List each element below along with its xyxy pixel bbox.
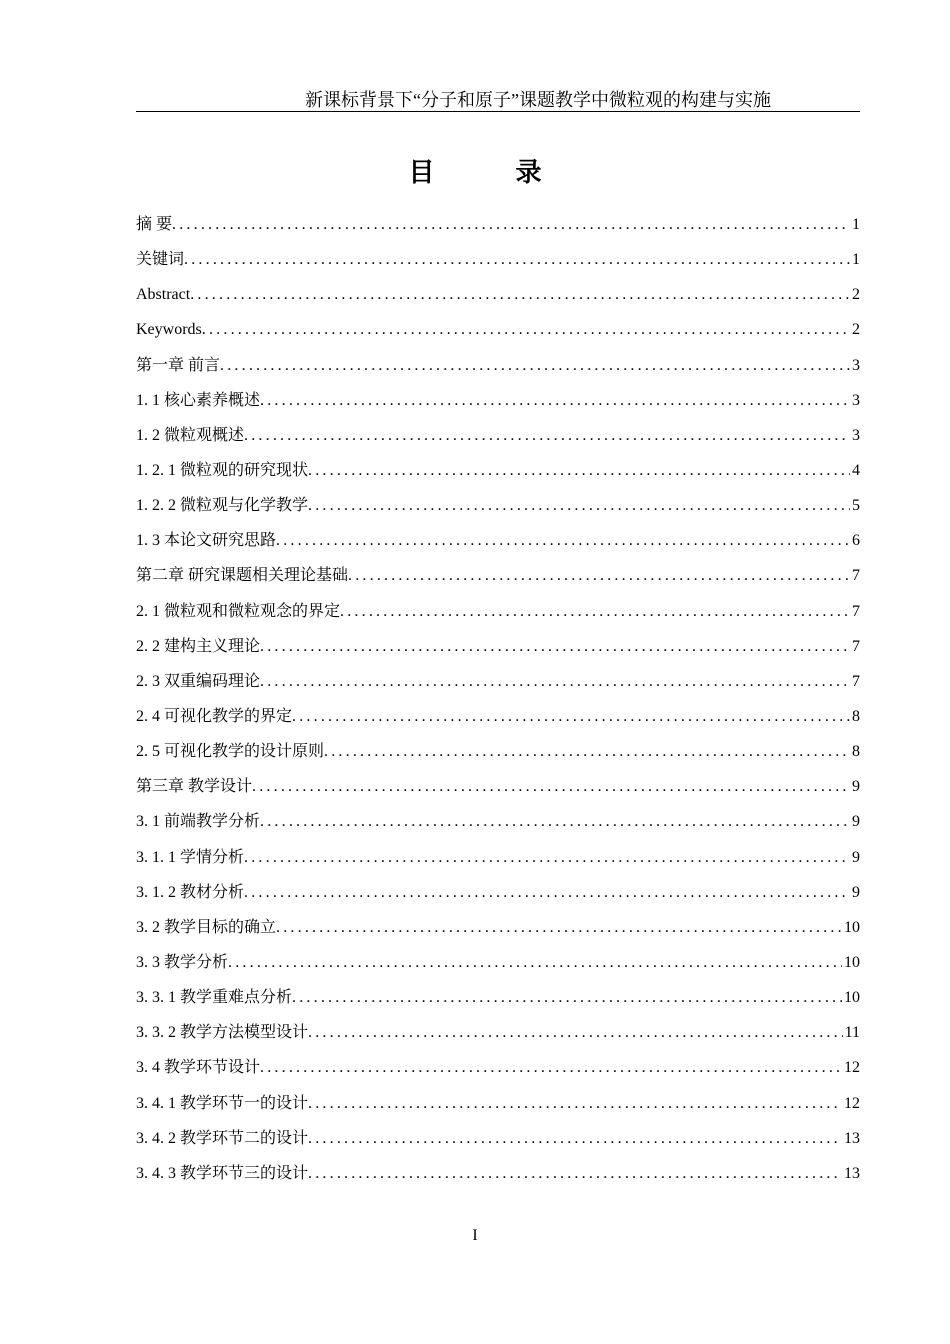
toc-entry-page: 8 xyxy=(852,743,860,761)
toc-entry-page: 2 xyxy=(852,321,860,339)
toc-entry-label: 3. 2 教学目标的确立 xyxy=(136,918,277,936)
toc-dot-leader xyxy=(308,453,850,488)
toc-entry-label: 2. 1 微粒观和微粒观念的界定 xyxy=(136,602,341,620)
toc-dot-leader xyxy=(244,875,850,910)
toc-entry-3-4[interactable] xyxy=(136,1050,860,1085)
toc-entry-page: 3 xyxy=(852,391,860,409)
toc-entry-page: 8 xyxy=(852,707,860,725)
toc-dot-leader xyxy=(228,945,842,980)
toc-entry-label: 3. 3. 2 教学方法模型设计 xyxy=(136,1024,309,1042)
toc-entry-2-2[interactable] xyxy=(136,629,860,664)
toc-entry-page: 7 xyxy=(852,637,860,655)
toc-entry-1-3[interactable] xyxy=(136,523,860,558)
toc-dot-leader xyxy=(202,312,850,347)
toc-entry-abstract-cn[interactable] xyxy=(136,207,860,242)
toc-entry-label: 2. 3 双重编码理论 xyxy=(136,672,261,690)
toc-entry-label: 3. 4. 2 教学环节二的设计 xyxy=(136,1129,309,1147)
toc-entry-page: 4 xyxy=(852,461,860,479)
page-number: I xyxy=(472,1227,478,1244)
toc-entry-page: 7 xyxy=(852,567,860,585)
toc-entry-label: 1. 2 微粒观概述 xyxy=(136,426,245,444)
toc-entry-keywords-cn[interactable] xyxy=(136,242,860,277)
toc-entry-label: 3. 3 教学分析 xyxy=(136,953,229,971)
toc-dot-leader xyxy=(260,629,850,664)
toc-entry-3-1-2[interactable] xyxy=(136,875,860,910)
toc-dot-leader xyxy=(184,242,850,277)
toc-dot-leader xyxy=(190,277,850,312)
toc-dot-leader xyxy=(308,1121,842,1156)
toc-dot-leader xyxy=(324,734,850,769)
toc-entry-page: 2 xyxy=(852,286,860,304)
toc-dot-leader xyxy=(308,488,850,523)
toc-entry-3-2[interactable] xyxy=(136,910,860,945)
toc-entry-1-2-2[interactable] xyxy=(136,488,860,523)
toc-entry-label: 3. 3. 1 教学重难点分析 xyxy=(136,989,293,1007)
toc-dot-leader xyxy=(292,980,842,1015)
toc-entry-page: 9 xyxy=(852,813,860,831)
toc-entry-page: 3 xyxy=(852,356,860,374)
toc-entry-label: 3. 4 教学环节设计 xyxy=(136,1059,261,1077)
toc-title: 目 录 xyxy=(408,158,578,188)
running-header-title: 新课标背景下“分子和原子”课题教学中微粒观的构建与实施 xyxy=(305,90,771,110)
toc-entry-label: Abstract xyxy=(136,286,191,304)
toc-entry-label: 2. 5 可视化教学的设计原则 xyxy=(136,743,325,761)
toc-entry-2-3[interactable] xyxy=(136,664,860,699)
toc-entry-1-2[interactable] xyxy=(136,418,860,453)
toc-entry-3-4-1[interactable] xyxy=(136,1086,860,1121)
toc-entry-page: 7 xyxy=(852,602,860,620)
toc-entry-1-1[interactable] xyxy=(136,383,860,418)
toc-entry-3-1[interactable] xyxy=(136,804,860,839)
toc-dot-leader xyxy=(220,348,850,383)
toc-entry-page: 12 xyxy=(844,1059,860,1077)
toc-entry-3-1-1[interactable] xyxy=(136,840,860,875)
toc-entry-page: 10 xyxy=(844,953,860,971)
toc-entry-2-5[interactable] xyxy=(136,734,860,769)
toc-entry-label: 3. 4. 3 教学环节三的设计 xyxy=(136,1164,309,1182)
toc-dot-leader xyxy=(252,769,850,804)
toc-dot-leader xyxy=(276,523,850,558)
toc-dot-leader xyxy=(260,1050,842,1085)
toc-entry-label: 3. 1 前端教学分析 xyxy=(136,813,261,831)
toc-entry-page: 6 xyxy=(852,532,860,550)
toc-dot-leader xyxy=(260,664,850,699)
toc-entry-page: 13 xyxy=(844,1164,860,1182)
toc-dot-leader xyxy=(260,383,850,418)
toc-entry-label: 2. 4 可视化教学的界定 xyxy=(136,707,293,725)
toc-entry-page: 9 xyxy=(852,778,860,796)
toc-entry-page: 11 xyxy=(844,1024,860,1042)
toc-entry-label: 1. 2. 2 微粒观与化学教学 xyxy=(136,497,309,515)
toc-entry-chapter-1[interactable] xyxy=(136,348,860,383)
toc-entry-label: 第三章 教学设计 xyxy=(136,778,253,796)
toc-dot-leader xyxy=(276,910,842,945)
toc-list xyxy=(136,207,860,1191)
toc-dot-leader xyxy=(260,804,850,839)
toc-entry-label: 3. 1. 1 学情分析 xyxy=(136,848,245,866)
toc-dot-leader xyxy=(244,840,850,875)
toc-entry-label: 1. 1 核心素养概述 xyxy=(136,391,261,409)
toc-entry-3-4-2[interactable] xyxy=(136,1121,860,1156)
toc-dot-leader xyxy=(308,1086,842,1121)
toc-entry-label: 1. 3 本论文研究思路 xyxy=(136,532,277,550)
toc-entry-page: 9 xyxy=(852,848,860,866)
toc-entry-chapter-3[interactable] xyxy=(136,769,860,804)
toc-entry-chapter-2[interactable] xyxy=(136,558,860,593)
toc-entry-label: 3. 1. 2 教材分析 xyxy=(136,883,245,901)
toc-dot-leader xyxy=(308,1156,842,1191)
toc-entry-page: 3 xyxy=(852,426,860,444)
toc-entry-label: 3. 4. 1 教学环节一的设计 xyxy=(136,1094,309,1112)
running-header xyxy=(136,88,860,112)
toc-entry-page: 13 xyxy=(844,1129,860,1147)
toc-dot-leader xyxy=(172,207,850,242)
toc-entry-label: Keywords xyxy=(136,321,202,339)
toc-dot-leader xyxy=(292,699,850,734)
toc-entry-keywords-en[interactable] xyxy=(136,312,860,347)
toc-entry-page: 7 xyxy=(852,672,860,690)
toc-entry-1-2-1[interactable] xyxy=(136,453,860,488)
toc-entry-page: 5 xyxy=(852,497,860,515)
toc-dot-leader xyxy=(348,558,850,593)
toc-entry-2-1[interactable] xyxy=(136,594,860,629)
toc-entry-page: 1 xyxy=(852,216,860,233)
toc-entry-label: 1. 2. 1 微粒观的研究现状 xyxy=(136,461,309,479)
toc-entry-3-3-1[interactable] xyxy=(136,980,860,1015)
toc-entry-page: 10 xyxy=(844,989,860,1007)
toc-entry-3-4-3[interactable] xyxy=(136,1156,860,1191)
toc-dot-leader xyxy=(244,418,850,453)
toc-entry-page: 9 xyxy=(852,883,860,901)
toc-dot-leader xyxy=(308,1015,843,1050)
toc-entry-label: 第一章 前言 xyxy=(136,356,221,374)
toc-entry-label: 2. 2 建构主义理论 xyxy=(136,637,261,655)
toc-entry-3-3[interactable] xyxy=(136,945,860,980)
toc-entry-label: 关键词 xyxy=(136,251,185,269)
toc-entry-label: 摘 要 xyxy=(136,216,173,233)
toc-entry-label: 第二章 研究课题相关理论基础 xyxy=(136,567,349,585)
toc-entry-2-4[interactable] xyxy=(136,699,860,734)
toc-entry-page: 12 xyxy=(844,1094,860,1112)
toc-entry-page: 10 xyxy=(844,918,860,936)
toc-entry-abstract-en[interactable] xyxy=(136,277,860,312)
toc-entry-page: 1 xyxy=(852,251,860,269)
toc-entry-3-3-2[interactable] xyxy=(136,1015,860,1050)
toc-dot-leader xyxy=(340,594,850,629)
